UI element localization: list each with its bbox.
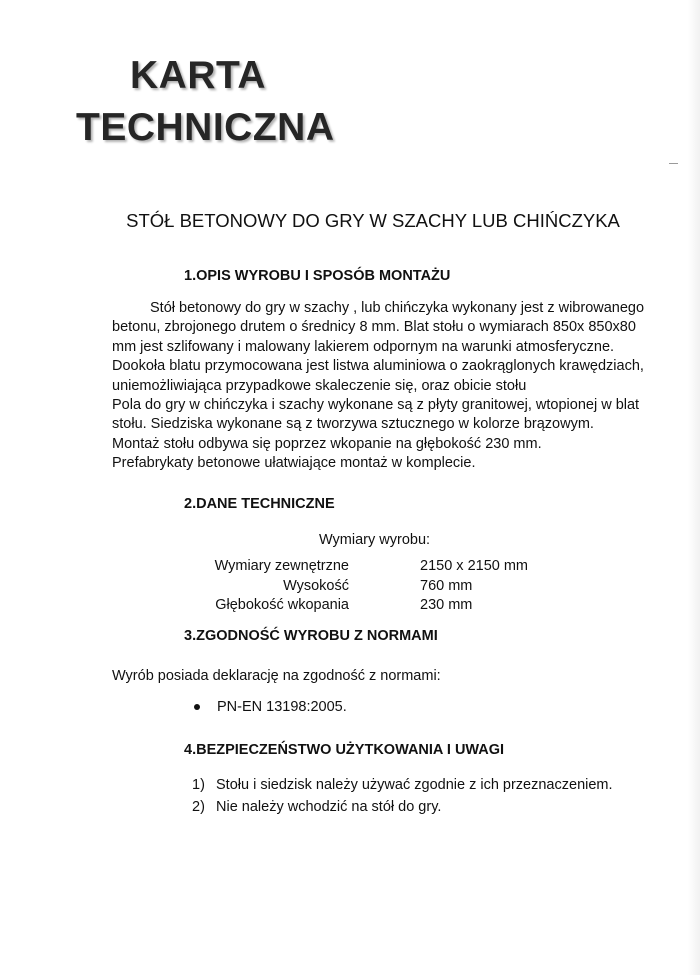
list-number: 2) [192,799,205,815]
description-line: Montaż stołu odbywa się poprzez wkopanie na głębokość 230 mm. [112,435,542,452]
description-line: Dookoła blatu przymocowana jest listwa aluminiowa o zaokrąglonych krawędziach, [112,358,644,375]
safety-list-item [192,774,613,796]
section-heading-description: 1.OPIS WYROBU I SPOSÓB MONTAŻU [184,268,451,284]
section-heading-technical-data: 2.DANE TECHNICZNE [184,496,335,512]
description-line: uniemożliwiająca przypadkowe skaleczenie się, oraz obicie stołu [112,377,527,394]
page-edge-shadow [688,0,700,975]
dimensions-table [150,557,528,616]
norm-list-item [194,699,347,715]
safety-text: Nie należy wchodzić na stół do gry. [216,799,442,815]
dimension-label: Wysokość [283,577,349,594]
safety-list [192,774,613,818]
dimension-row [150,596,528,616]
safety-text: Stołu i siedzisk należy używać zgodnie z ich przeznaczeniem. [216,777,613,793]
section-heading-norms: 3.ZGODNOŚĆ WYROBU Z NORMAMI [184,628,438,644]
list-number: 1) [192,777,205,793]
dimension-value: 2150 x 2150 mm [420,558,529,574]
description-line: betonu, zbrojonego drutem o średnicy 8 mm. Blat stołu o wymiarach 850x 850x80 [112,319,636,336]
page-edge-mark [669,163,678,164]
dimension-row [150,557,528,577]
document-title [76,50,334,154]
description-line: mm jest szlifowany i malowany lakierem odpornym na warunki atmosferyczne. [112,338,615,355]
dimension-row [150,577,528,597]
dimensions-caption: Wymiary wyrobu: [319,532,431,548]
safety-list-item [192,796,613,818]
dimension-label: Głębokość wkopania [215,597,349,613]
product-name: STÓŁ BETONOWY DO GRY W SZACHY LUB CHIŃCZYKA [126,210,620,231]
title-line-2: TECHNICZNA [76,106,335,149]
description-paragraph [112,299,672,474]
dimension-label: Wymiary zewnętrzne [214,558,349,574]
description-line: stołu. Siedziska wykonane są z tworzywa sztucznego w kolorze brązowym. [112,416,594,433]
dimension-value: 230 mm [420,597,473,613]
title-line-1: KARTA [130,54,267,97]
norm-text: PN-EN 13198:2005. [217,699,347,715]
norms-intro: Wyrób posiada deklarację na zgodność z normami: [112,668,441,684]
description-line: Prefabrykaty betonowe ułatwiające montaż w komplecie. [112,455,476,472]
bullet-icon [194,704,200,710]
dimension-value: 760 mm [420,577,473,594]
section-heading-safety: 4.BEZPIECZEŃSTWO UŻYTKOWANIA I UWAGI [184,742,505,758]
description-line: Stół betonowy do gry w szachy , lub chińczyka wykonany jest z wibrowanego [150,300,645,316]
description-line: Pola do gry w chińczyka i szachy wykonane są z płyty granitowej, wtopionej w blat [112,397,640,414]
